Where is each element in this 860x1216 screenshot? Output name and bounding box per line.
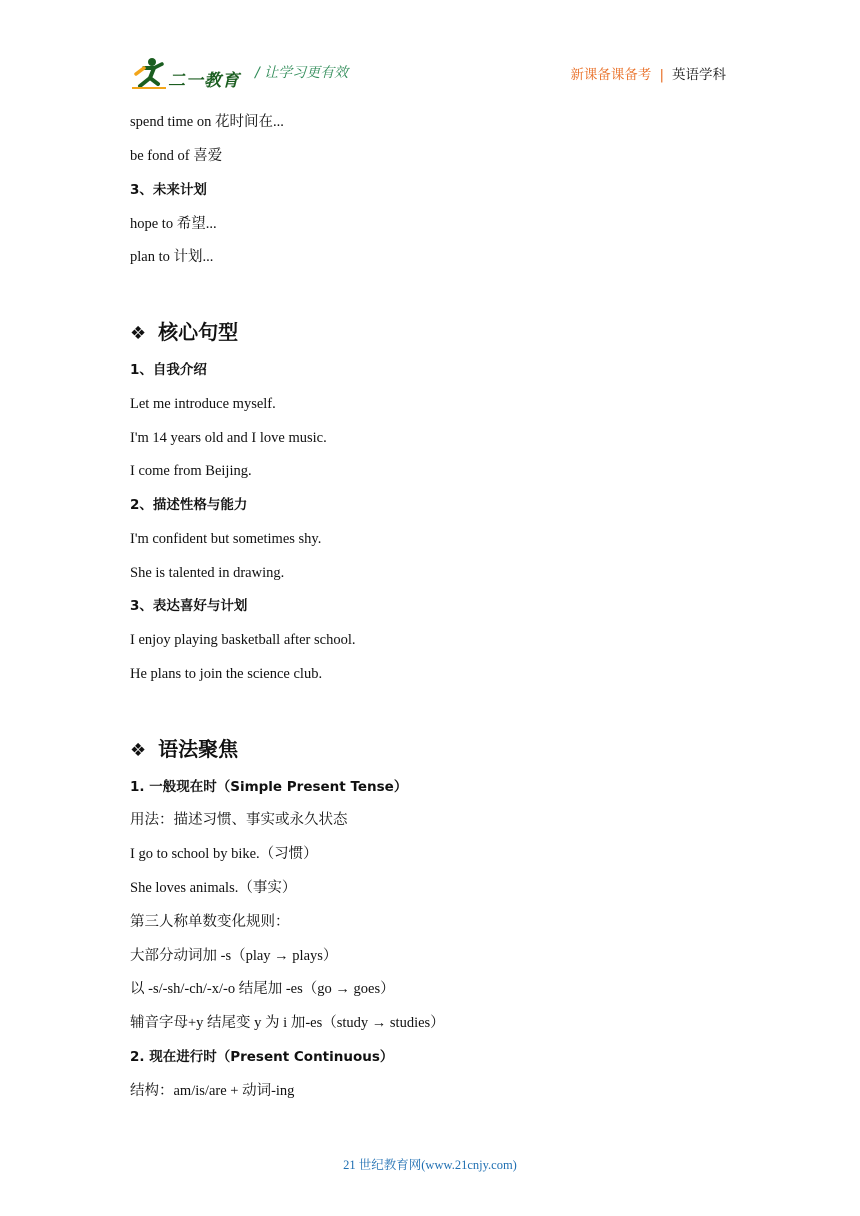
text-line: She loves animals.（事实） [130, 880, 297, 896]
text-line: 结构：am/is/are + 动词-ing [130, 1083, 295, 1099]
subheading: 3、表达喜好与计划 [130, 598, 248, 614]
text-line: I enjoy playing basketball after school. [130, 632, 356, 648]
text-line: 用法：描述习惯、事实或永久状态 [130, 812, 348, 828]
page-header [130, 52, 726, 92]
text-line: I go to school by bike.（习惯） [130, 846, 318, 862]
section-title: 核心句型 [158, 320, 239, 344]
header-subject: 英语学科 [672, 67, 726, 83]
header-tagline: 新课备课备考 [570, 67, 652, 83]
header-right [570, 63, 726, 83]
slogan: / 让学习更有效 [255, 65, 349, 81]
text-line: spend time on 花时间在... [130, 114, 284, 130]
diamond-bullet-icon: ❖ [130, 740, 147, 761]
runner-logo-icon [130, 56, 170, 90]
section-title: 语法聚焦 [158, 737, 239, 761]
text-line: 辅音字母+y 结尾变 y 为 i 加-es（study → studies） [130, 1015, 445, 1031]
section-heading-core-sentences [130, 316, 238, 345]
page-footer: 21 世纪教育网(www.21cnjy.com) [343, 1158, 517, 1172]
text-line: She is talented in drawing. [130, 565, 285, 581]
subheading: 3、未来计划 [130, 182, 207, 198]
section-heading-grammar-focus [130, 733, 238, 762]
subheading: 1. 一般现在时（Simple Present Tense） [130, 779, 408, 795]
logo [130, 56, 250, 90]
text-line: I'm confident but sometimes shy. [130, 531, 322, 547]
text-line: I come from Beijing. [130, 463, 252, 479]
text-line: Let me introduce myself. [130, 396, 276, 412]
text-line: hope to 希望... [130, 216, 217, 232]
subheading: 2、描述性格与能力 [130, 497, 248, 513]
text-line: 第三人称单数变化规则： [130, 914, 290, 930]
text-line: I'm 14 years old and I love music. [130, 430, 327, 446]
text-line: He plans to join the science club. [130, 666, 323, 682]
text-line: plan to 计划... [130, 249, 214, 265]
text-line: 以 -s/-sh/-ch/-x/-o 结尾加 -es（go → goes） [130, 981, 395, 997]
text-line: be fond of 喜爱 [130, 148, 223, 164]
logo-text: 二一教育 [168, 71, 240, 91]
subheading: 1、自我介绍 [130, 362, 207, 378]
header-separator: | [659, 67, 664, 83]
subheading: 2. 现在进行时（Present Continuous） [130, 1049, 394, 1065]
diamond-bullet-icon: ❖ [130, 323, 147, 344]
text-line: 大部分动词加 -s（play → plays） [130, 948, 338, 964]
